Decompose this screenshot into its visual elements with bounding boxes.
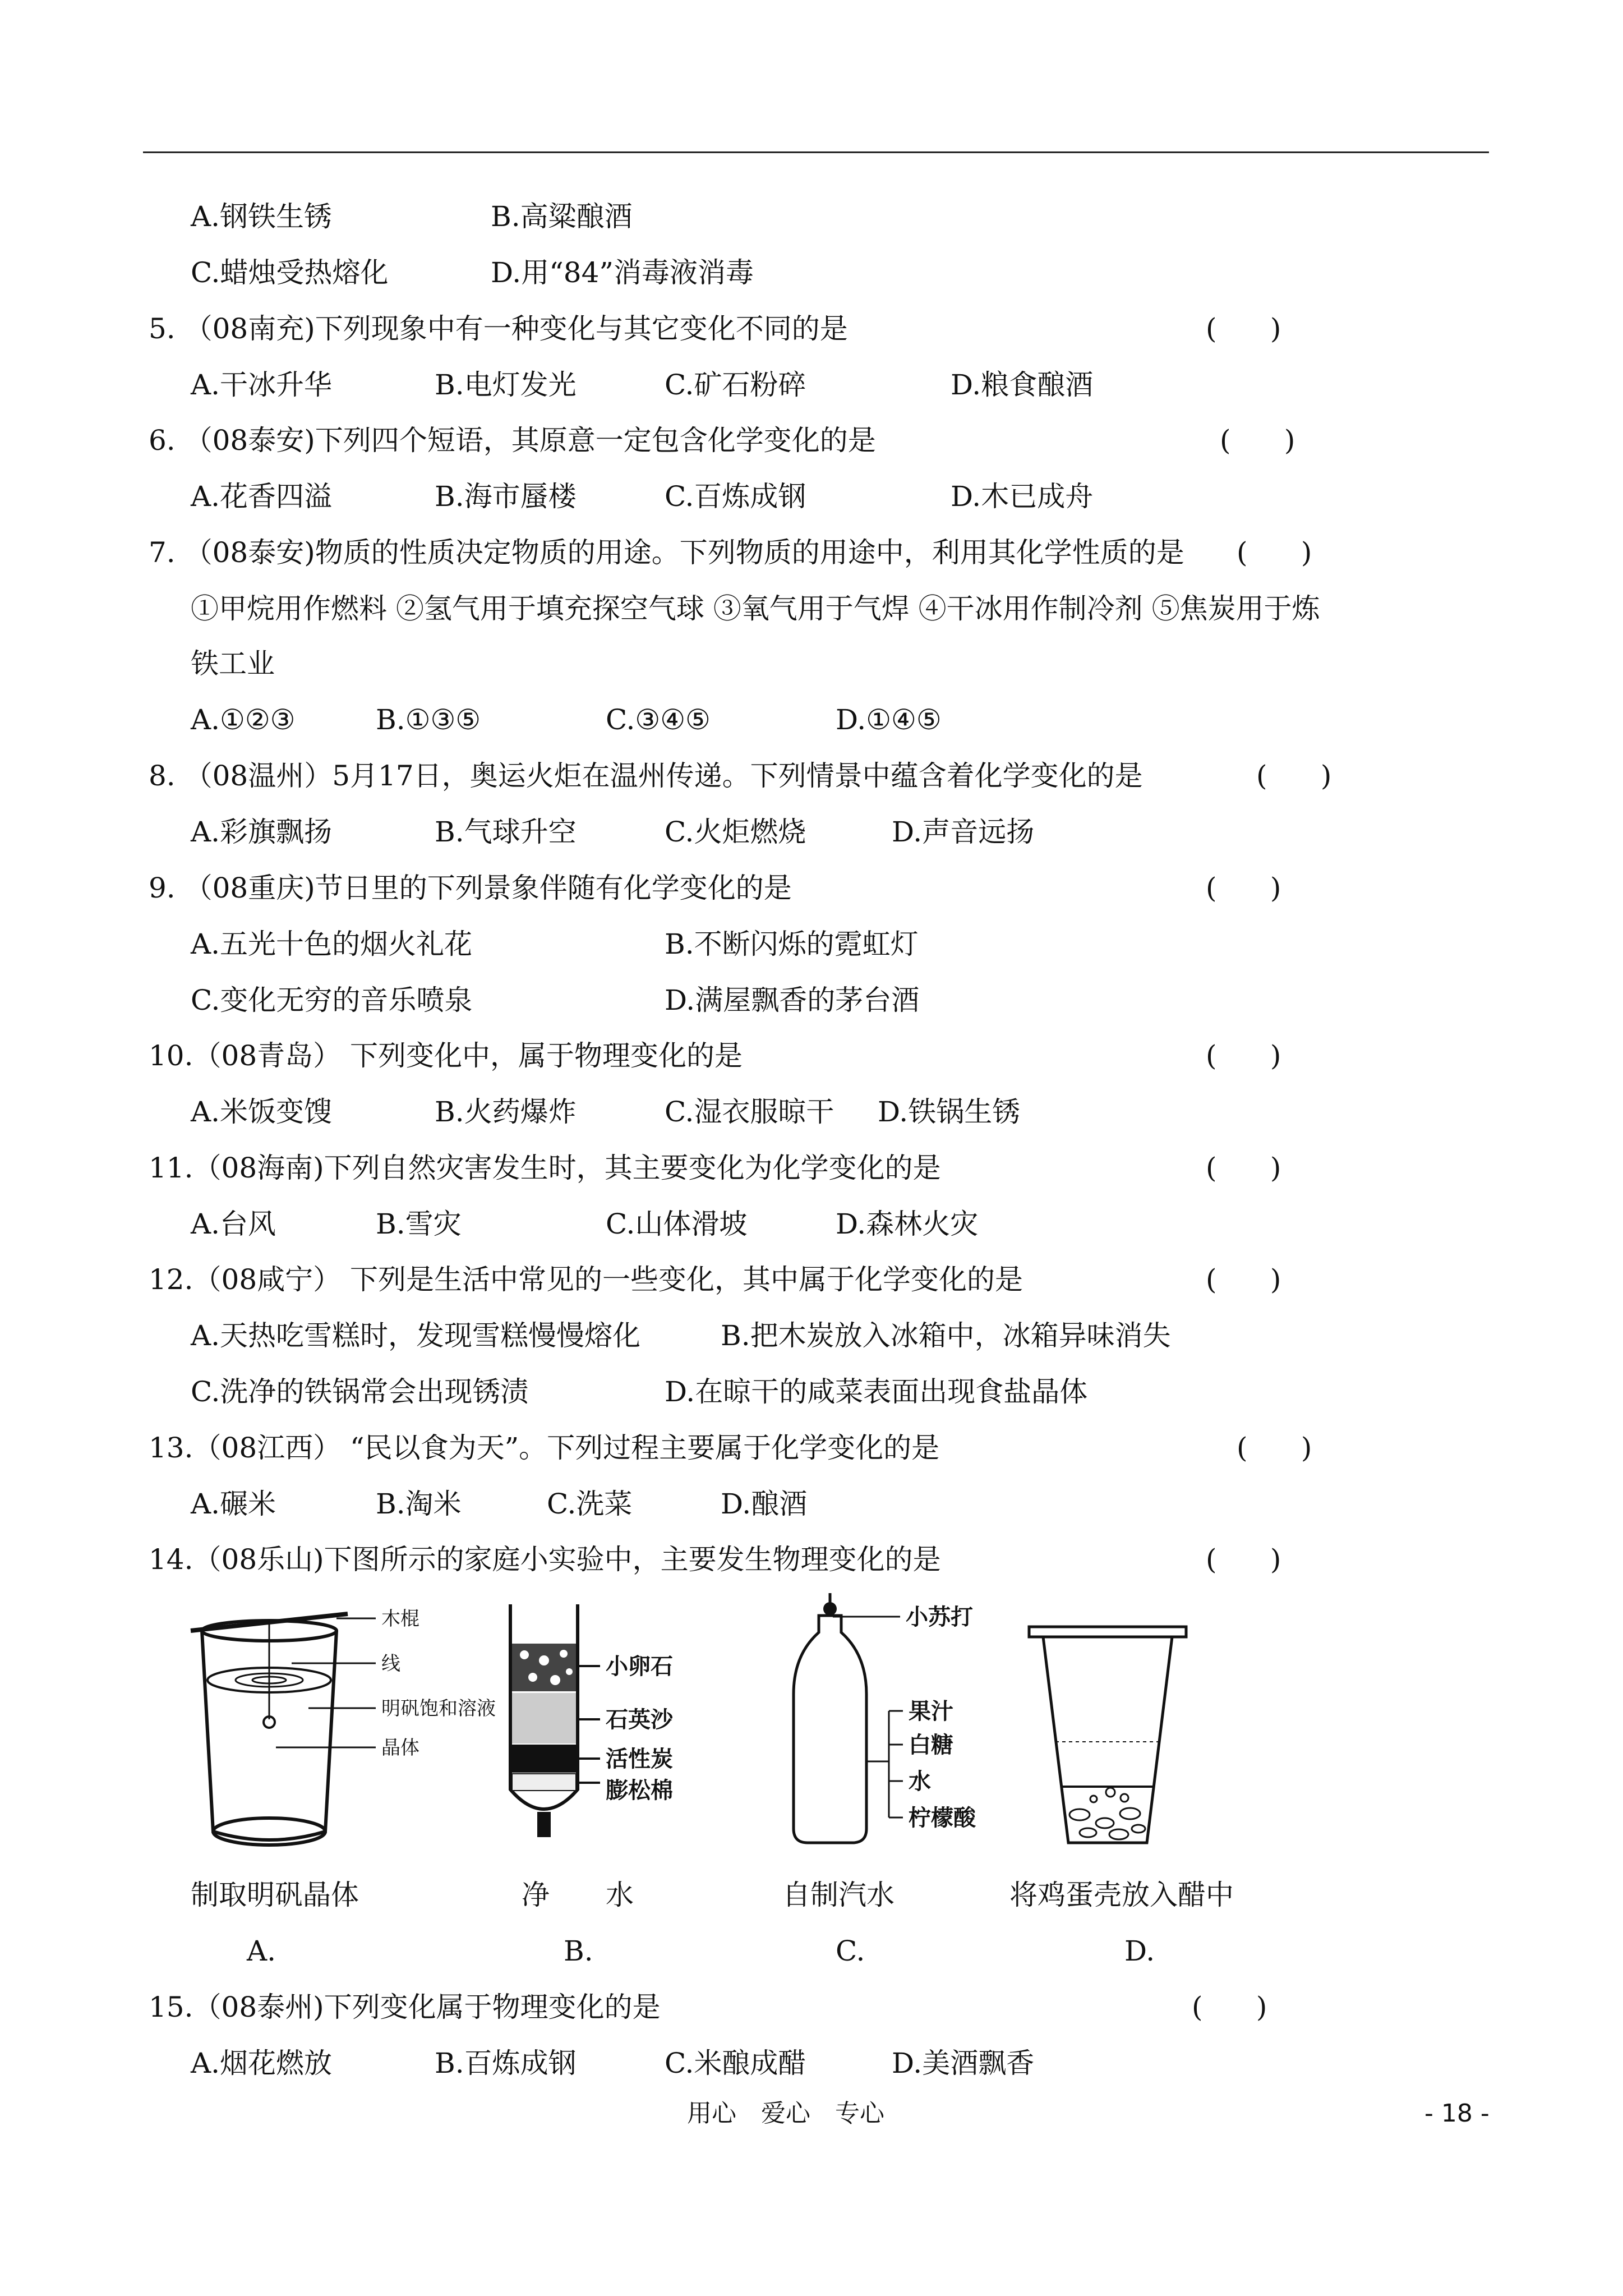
q12-answer-paren: ( ) xyxy=(1206,1263,1281,1296)
q12-option-a: A.天热吃雪糕时，发现雪糕慢慢熔化 xyxy=(191,1319,641,1352)
fig-b-label-cotton: 膨松棉 xyxy=(606,1778,673,1803)
q11-option-d: D.森林火灾 xyxy=(836,1208,979,1240)
q9-option-b: B.不断闪烁的霓虹灯 xyxy=(665,928,919,960)
q8-option-c: C.火炬燃烧 xyxy=(665,816,806,848)
fig-c-soda-powder xyxy=(823,1602,837,1616)
q7-uses-line2: 铁工业 xyxy=(191,647,275,680)
q15-option-b: B.百炼成钢 xyxy=(435,2047,577,2079)
q11-answer-paren: ( ) xyxy=(1206,1152,1281,1184)
q5-option-b: B.电灯发光 xyxy=(435,369,577,401)
fig-b-spout xyxy=(537,1812,551,1837)
fig-b-label-carbon: 活性炭 xyxy=(606,1746,673,1772)
q15-option-a: A.烟花燃放 xyxy=(191,2047,333,2079)
q15-option-d: D.美酒飘香 xyxy=(892,2047,1035,2079)
q15-option-c: C.米酿成醋 xyxy=(665,2047,806,2079)
page-number: - 18 - xyxy=(1424,2099,1490,2128)
q6-option-c: C.百炼成钢 xyxy=(665,480,806,513)
q13-option-d: D.酿酒 xyxy=(721,1488,808,1520)
q8-option-a: A.彩旗飘扬 xyxy=(191,816,333,848)
fig-b-caption: 净 水 xyxy=(522,1879,634,1911)
fig-b-carbon-layer xyxy=(512,1745,576,1773)
fig-c-label-soda: 小苏打 xyxy=(906,1604,973,1630)
q13-answer-paren: ( ) xyxy=(1237,1432,1312,1464)
q7-stem: 7. （08泰安)物质的性质决定物质的用途。下列物质的用途中，利用其化学性质的是 xyxy=(149,536,1184,569)
q6-stem: 6. （08泰安)下列四个短语，其原意一定包含化学变化的是 xyxy=(149,424,876,457)
q7-uses-line1: ①甲烷用作燃料 ②氢气用于填充探空气球 ③氧气用于气焊 ④干冰用作制冷剂 ⑤焦炭用于炼 xyxy=(191,592,1320,625)
q15-answer-paren: ( ) xyxy=(1192,1991,1267,2023)
fig-b-label-sand: 石英沙 xyxy=(606,1707,673,1733)
q6-option-a: A.花香四溢 xyxy=(191,480,333,513)
q5-answer-paren: ( ) xyxy=(1206,312,1281,345)
q6-option-b: B.海市蜃楼 xyxy=(435,480,577,513)
fig-a-label-crystal: 晶体 xyxy=(381,1737,419,1759)
fig-c-label-citric-acid: 柠檬酸 xyxy=(909,1805,976,1831)
fig-b-label-pebbles: 小卵石 xyxy=(606,1654,673,1680)
q13-option-c: C.洗菜 xyxy=(547,1488,633,1520)
q9-option-c: C.变化无穷的音乐喷泉 xyxy=(191,984,473,1016)
fig-d-caption: 将鸡蛋壳放入醋中 xyxy=(1009,1879,1234,1911)
q7-option-a: A.①②③ xyxy=(191,703,296,736)
q9-answer-paren: ( ) xyxy=(1206,872,1281,904)
q4-option-c: C.蜡烛受热熔化 xyxy=(191,256,389,289)
q11-option-b: B.雪灾 xyxy=(376,1208,462,1240)
q12-option-d: D.在晾干的咸菜表面出现食盐晶体 xyxy=(665,1375,1088,1408)
q9-option-a: A.五光十色的烟火礼花 xyxy=(191,928,473,960)
q14-answer-paren: ( ) xyxy=(1206,1543,1281,1576)
q11-option-a: A.台风 xyxy=(191,1208,276,1240)
q7-option-b: B.①③⑤ xyxy=(376,703,481,736)
fig-a-caption: 制取明矾晶体 xyxy=(191,1879,359,1911)
fig-c-label-juice: 果汁 xyxy=(909,1699,953,1724)
figure-water-filter xyxy=(494,1604,729,1862)
figure-alum-crystal xyxy=(179,1602,496,1854)
fig-a-label-thread: 线 xyxy=(381,1653,400,1675)
fig-c-label-water: 水 xyxy=(909,1769,931,1795)
q5-stem: 5. （08南充)下列现象中有一种变化与其它变化不同的是 xyxy=(149,312,848,345)
q15-stem: 15.（08泰州)下列变化属于物理变化的是 xyxy=(149,1991,661,2023)
q7-answer-paren: ( ) xyxy=(1237,536,1312,569)
q4-option-d: D.用“84”消毒液消毒 xyxy=(491,256,754,289)
q11-stem: 11.（08海南)下列自然灾害发生时，其主要变化为化学变化的是 xyxy=(149,1152,941,1184)
q13-option-a: A.碾米 xyxy=(191,1488,276,1520)
q12-option-c: C.洗净的铁锅常会出现锈渍 xyxy=(191,1375,529,1408)
header-rule xyxy=(143,151,1489,153)
q10-option-d: D.铁锅生锈 xyxy=(878,1096,1021,1128)
figure-eggshell-vinegar xyxy=(1026,1624,1195,1848)
q10-option-b: B.火药爆炸 xyxy=(435,1096,577,1128)
q10-option-c: C.湿衣服晾干 xyxy=(665,1096,834,1128)
q5-option-a: A.干冰升华 xyxy=(191,369,333,401)
q12-stem: 12.（08咸宁） 下列是生活中常见的一些变化，其中属于化学变化的是 xyxy=(149,1263,1023,1296)
q10-answer-paren: ( ) xyxy=(1206,1039,1281,1072)
fig-a-label-stick: 木棍 xyxy=(381,1608,419,1630)
q5-option-c: C.矿石粉碎 xyxy=(665,369,806,401)
q9-option-d: D.满屋飘香的茅台酒 xyxy=(665,984,920,1016)
q13-option-b: B.淘米 xyxy=(376,1488,462,1520)
q9-stem: 9. （08重庆)节日里的下列景象伴随有化学变化的是 xyxy=(149,872,792,904)
q7-option-c: C.③④⑤ xyxy=(606,703,711,736)
q10-option-a: A.米饭变馊 xyxy=(191,1096,333,1128)
q8-option-b: B.气球升空 xyxy=(435,816,577,848)
q4-option-b: B.高粱酿酒 xyxy=(491,200,633,233)
q12-option-b: B.把木炭放入冰箱中，冰箱异味消失 xyxy=(721,1319,1171,1352)
fig-c-letter: C. xyxy=(836,1935,865,1967)
q8-option-d: D.声音远扬 xyxy=(892,816,1035,848)
q13-stem: 13.（08江西） “民以食为天”。下列过程主要属于化学变化的是 xyxy=(149,1432,940,1464)
q8-answer-paren: ( ) xyxy=(1256,760,1332,792)
fig-a-letter: A. xyxy=(247,1935,276,1967)
q14-stem: 14.（08乐山)下图所示的家庭小实验中，主要发生物理变化的是 xyxy=(149,1543,941,1576)
q6-answer-paren: ( ) xyxy=(1220,424,1295,457)
q11-option-c: C.山体滑坡 xyxy=(606,1208,748,1240)
q5-option-d: D.粮食酿酒 xyxy=(951,369,1094,401)
fig-a-label-solution: 明矾饱和溶液 xyxy=(381,1697,496,1720)
fig-b-letter: B. xyxy=(564,1935,593,1967)
footer-motto: 用心 爱心 专心 xyxy=(687,2099,884,2128)
q8-stem: 8. （08温州）5月17日，奥运火炬在温州传递。下列情景中蕴含着化学变化的是 xyxy=(149,760,1143,792)
fig-b-pebble-layer xyxy=(512,1644,576,1691)
fig-c-label-sugar: 白糖 xyxy=(909,1732,953,1758)
q6-option-d: D.木已成舟 xyxy=(951,480,1094,513)
q7-option-d: D.①④⑤ xyxy=(836,703,942,736)
q4-option-a: A.钢铁生锈 xyxy=(191,200,333,233)
fig-b-sand-layer xyxy=(512,1693,576,1743)
fig-c-caption: 自制汽水 xyxy=(782,1879,895,1911)
q10-stem: 10.（08青岛） 下列变化中，属于物理变化的是 xyxy=(149,1039,743,1072)
fig-d-letter: D. xyxy=(1124,1935,1155,1967)
figure-homemade-soda xyxy=(782,1593,1035,1857)
fig-b-cotton-layer xyxy=(512,1774,576,1791)
